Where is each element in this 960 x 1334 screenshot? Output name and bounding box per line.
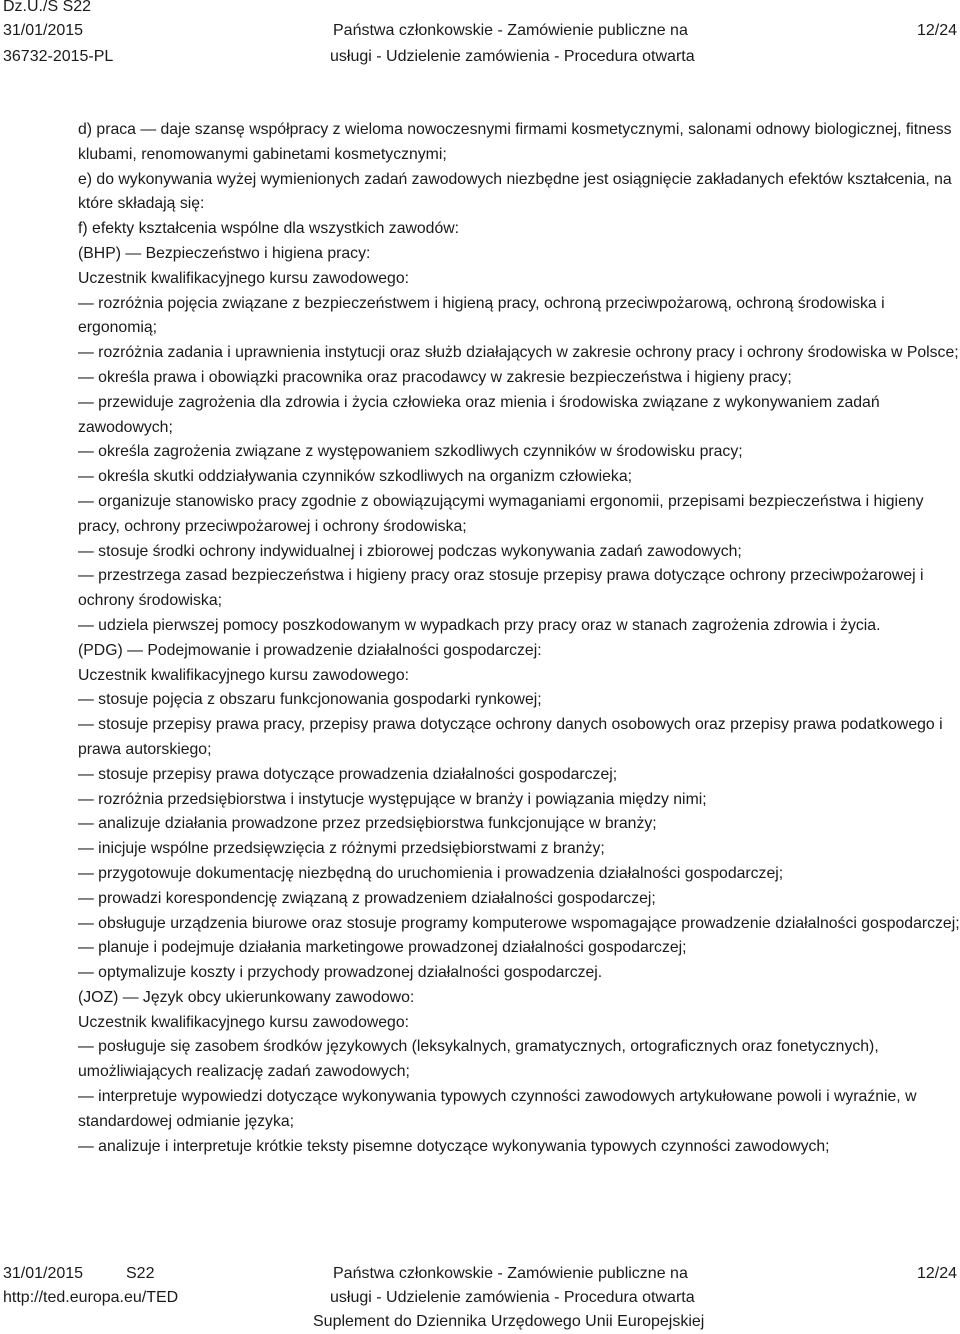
section-heading-joz: (JOZ) — Język obcy ukierunkowany zawodowo: [78, 988, 415, 1006]
list-item: — analizuje działania prowadzone przez przedsiębiorstwa funkcjonujące w branży; [78, 815, 657, 833]
list-item: — obsługuje urządzenia biurowe oraz stosuje programy komputerowe wspomagające prowadzenie działalności gospodarczej; [78, 914, 960, 932]
list-item: — planuje i podejmuje działania marketingowe prowadzonej działalności gospodarczej; [78, 939, 687, 957]
header-page-number: 12/24 [916, 22, 957, 39]
list-item: — prowadzi korespondencję związaną z prowadzeniem działalności gospodarczej; [78, 889, 656, 907]
section-heading-bhp: (BHP) — Bezpieczeństwo i higiena pracy: [78, 244, 371, 262]
list-item: — rozróżnia zadania i uprawnienia instytucji oraz służb działających w zakresie ochrony pracy i ochrony środowiska w Polsce; [78, 344, 959, 362]
list-item: — stosuje przepisy prawa pracy, przepisy prawa dotyczące ochrony danych osobowych oraz przepisy prawa podatkowego i prawa autorskiego; [78, 716, 943, 758]
list-item: — rozróżnia pojęcia związane z bezpieczeństwem i higieną pracy, ochroną przeciwpożarową, ochroną środowiska i ergonomią; [78, 294, 885, 337]
list-item: — przygotowuje dokumentację niezbędną do uruchomienia i prowadzenia działalności gospodarczej; [78, 864, 784, 882]
list-item: — posługuje się zasobem środków językowych (leksykalnych, gramatycznych, ortograficznych oraz fonetycznych), umożliwiających realizację zadań zawodowych; [78, 1038, 879, 1081]
list-item: — inicjuje wspólne przedsięwzięcia z różnymi przedsiębiorstwami z branży; [78, 840, 605, 858]
header-title-line1: Państwa członkowskie - Zamówienie publiczne na [333, 22, 688, 39]
list-item: — stosuje przepisy prawa dotyczące prowadzenia działalności gospodarczej; [78, 765, 618, 783]
section-heading-pdg: (PDG) — Podejmowanie i prowadzenie działalności gospodarczej: [78, 641, 542, 659]
list-item: — analizuje i interpretuje krótkie teksty pisemne dotyczące wykonywania typowych czynności zawodowych; [78, 1137, 830, 1155]
list-item: — stosuje środki ochrony indywidualnej i zbiorowej podczas wykonywania zadań zawodowych; [78, 542, 742, 560]
header-date: 31/01/2015 [3, 22, 84, 39]
footer-page-number: 12/24 [916, 1265, 957, 1282]
list-item: — rozróżnia przedsiębiorstwa i instytucje występujące w branży i powiązania między nimi; [78, 790, 707, 808]
header-title-line2: usługi - Udzielenie zamówienia - Procedura otwarta [330, 48, 695, 65]
body-line: Uczestnik kwalifikacyjnego kursu zawodowego: [78, 269, 410, 287]
list-item: — organizuje stanowisko pracy zgodnie z obowiązującymi wymaganiami ergonomii, przepisami bezpieczeństwa i higieny pracy, ochrony przeciwpożarowej i ochrony środowiska; [78, 492, 924, 535]
list-item: — przewiduje zagrożenia dla zdrowia i życia człowieka oraz mienia i środowiska związane z wykonywaniem zadań zawodowych; [78, 393, 880, 436]
list-item: — określa zagrożenia związane z występowaniem szkodliwych czynników w środowisku pracy; [78, 443, 743, 461]
page-header [0, 0, 960, 70]
footer-title-line2: usługi - Udzielenie zamówienia - Procedura otwarta [330, 1289, 695, 1306]
footer-title-line1: Państwa członkowskie - Zamówienie publiczne na [333, 1265, 688, 1282]
document-body [78, 118, 960, 1159]
journal-reference: Dz.U./S S22 [3, 0, 92, 15]
body-line: Uczestnik kwalifikacyjnego kursu zawodowego: [78, 1013, 410, 1031]
list-item: — interpretuje wypowiedzi dotyczące wykonywania typowych czynności zawodowych artykułowane powoli i wyraźnie, w standardowej odmianie języka; [78, 1088, 917, 1130]
page-footer [0, 1262, 960, 1334]
body-line: f) efekty kształcenia wspólne dla wszystkich zawodów: [78, 220, 460, 238]
footer-date: 31/01/2015 [3, 1265, 84, 1282]
body-line: e) do wykonywania wyżej wymienionych zadań zawodowych niezbędne jest osiągnięcie zakładanych efektów kształcenia, na które składają się: [78, 170, 952, 213]
list-item: — udziela pierwszej pomocy poszkodowanym w wypadkach przy pracy oraz w stanach zagrożenia zdrowia i życia. [78, 616, 881, 634]
body-line: Uczestnik kwalifikacyjnego kursu zawodowego: [78, 666, 410, 684]
list-item: — stosuje pojęcia z obszaru funkcjonowania gospodarki rynkowej; [78, 691, 542, 709]
list-item: — optymalizuje koszty i przychody prowadzonej działalności gospodarczej. [78, 964, 603, 982]
footer-title-line3: Suplement do Dziennika Urzędowego Unii Europejskiej [313, 1313, 705, 1330]
list-item: — określa skutki oddziaływania czynników szkodliwych na organizm człowieka; [78, 468, 632, 486]
list-item: — określa prawa i obowiązki pracownika oraz pracodawcy w zakresie bezpieczeństwa i higieny pracy; [78, 368, 792, 386]
footer-series: S22 [126, 1265, 155, 1282]
body-line: d) praca — daje szansę współpracy z wieloma nowoczesnymi firmami kosmetycznymi, salonami odnowy biologicznej, fitness klubami, renomowanymi gabinetami kosmetycznymi; [78, 121, 952, 163]
notice-id: 36732-2015-PL [3, 48, 114, 65]
list-item: — przestrzega zasad bezpieczeństwa i higieny pracy oraz stosuje przepisy prawa dotyczące ochrony przeciwpożarowej i ochrony środowiska; [78, 567, 924, 610]
footer-url-link[interactable]: http://ted.europa.eu/TED [3, 1289, 179, 1306]
